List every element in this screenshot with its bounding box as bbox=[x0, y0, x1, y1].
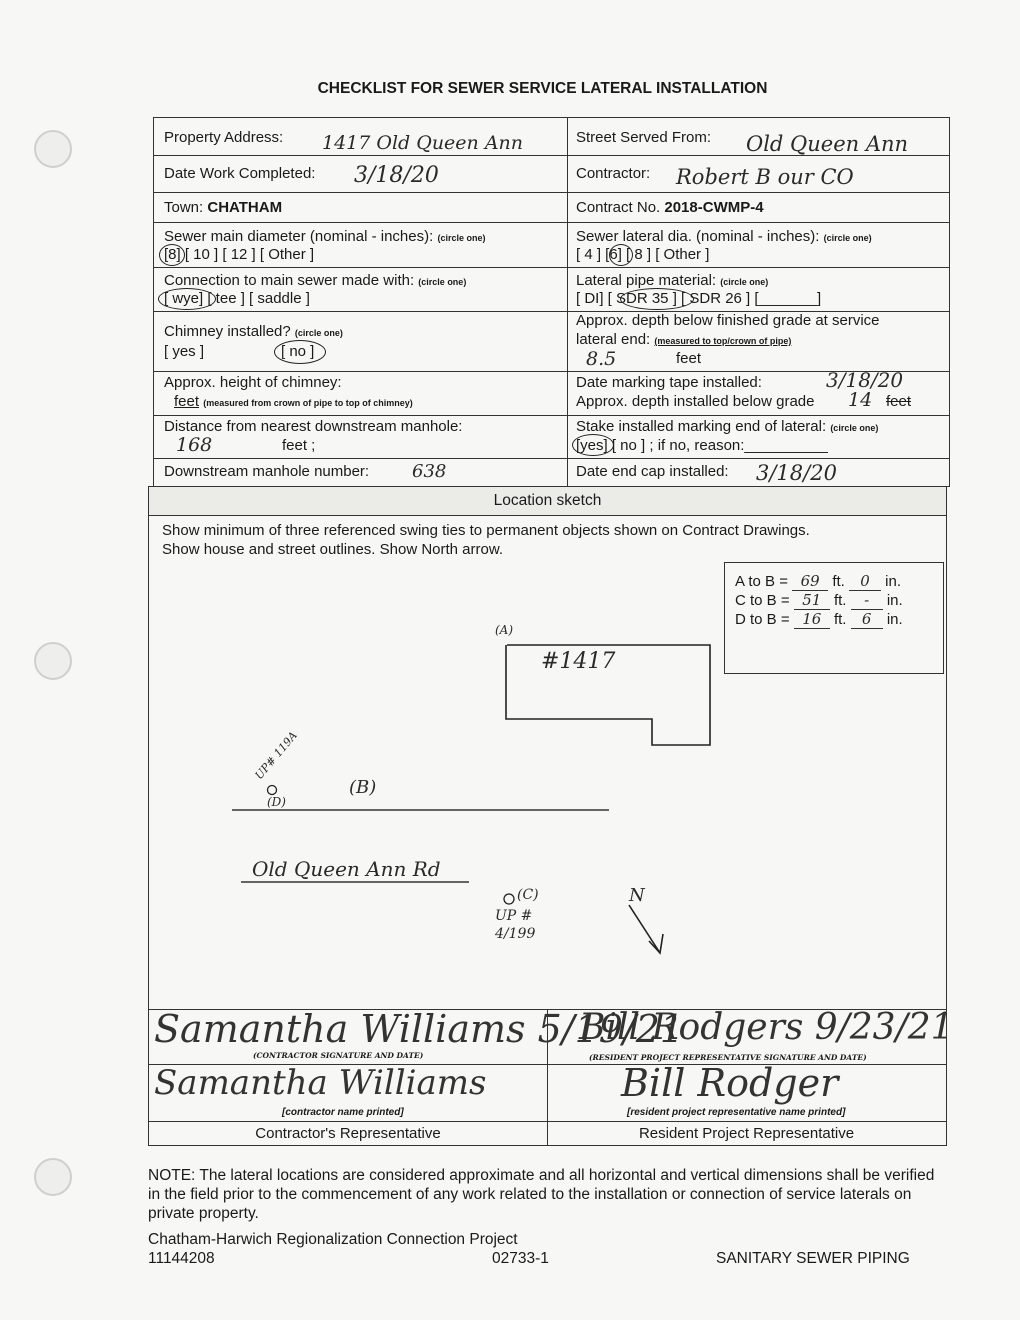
depth-feet: feet bbox=[676, 350, 702, 367]
manhole-distance-value[interactable]: 168 bbox=[176, 434, 213, 456]
depth-label-2: lateral end: bbox=[576, 331, 651, 348]
connection-label: Connection to main sewer made with: bbox=[164, 272, 415, 289]
footer-section: 02733-1 bbox=[492, 1250, 549, 1267]
property-address-value[interactable]: 1417 Old Queen Ann bbox=[322, 132, 524, 154]
tape-value[interactable]: 3/18/20 bbox=[826, 368, 904, 392]
contractor-signature-caption: (CONTRACTOR SIGNATURE AND DATE) bbox=[253, 1051, 424, 1060]
chimney-height-feet[interactable]: feet bbox=[174, 393, 200, 410]
point-d-label: (D) bbox=[267, 795, 286, 809]
sketch-heading: Location sketch bbox=[149, 487, 946, 516]
footer-number: 11144208 bbox=[148, 1250, 215, 1267]
circle-one-note: (circle one) bbox=[294, 328, 343, 338]
resident-signature-caption: (RESIDENT PROJECT REPRESENTATIVE SIGNATURE AND DATE) bbox=[589, 1053, 867, 1062]
lateral-material-field bbox=[576, 272, 768, 289]
ft-unit: ft. bbox=[832, 573, 845, 590]
utility-pole-c bbox=[504, 894, 514, 904]
location-sketch bbox=[148, 486, 954, 1146]
circle-mark bbox=[274, 340, 326, 364]
lateral-dia-label: Sewer lateral dia. (nominal - inches): bbox=[576, 228, 820, 245]
resident-signature[interactable]: Bill Rodgers 9/23/21 bbox=[579, 1007, 954, 1048]
in-unit: in. bbox=[886, 592, 903, 609]
stake-options[interactable]: [yes] [ no ] ; if no, reason:__________ bbox=[576, 437, 828, 454]
tie-a-label: A to B = bbox=[735, 573, 788, 590]
depth-label-1: Approx. depth below finished grade at service bbox=[576, 312, 880, 329]
circle-mark bbox=[159, 244, 185, 266]
end-cap-label: Date end cap installed: bbox=[576, 463, 729, 480]
resident-name[interactable]: Bill Rodger bbox=[621, 1061, 839, 1105]
circle-mark bbox=[158, 288, 216, 310]
circle-mark bbox=[609, 244, 633, 266]
resident-name-caption: [resident project representative name printed] bbox=[627, 1107, 846, 1118]
tape-depth-label: Approx. depth installed below grade bbox=[576, 393, 815, 410]
punch-hole bbox=[34, 642, 72, 680]
tape-field bbox=[576, 374, 762, 391]
chimney-no-option[interactable]: [ no ] bbox=[281, 343, 315, 360]
contract-field bbox=[576, 199, 764, 216]
chimney-height-note: (measured from crown of pipe to top of chimney) bbox=[203, 398, 413, 408]
in-unit: in. bbox=[885, 573, 902, 590]
connection-field bbox=[164, 272, 466, 289]
contractor-rep-label: Contractor's Representative bbox=[255, 1125, 441, 1142]
town-value: CHATHAM bbox=[207, 199, 283, 216]
tie-c-in[interactable]: - bbox=[851, 591, 883, 610]
property-address-label: Property Address: bbox=[164, 129, 284, 146]
tape-depth-value[interactable]: 14 bbox=[848, 389, 873, 411]
tie-d-in[interactable]: 6 bbox=[851, 610, 883, 629]
contractor-name-caption: [contractor name printed] bbox=[282, 1107, 404, 1118]
point-b-label: (B) bbox=[349, 777, 377, 798]
road-label: Old Queen Ann Rd bbox=[252, 857, 441, 881]
contract-label: Contract No. bbox=[576, 199, 661, 216]
date-completed-value[interactable]: 3/18/20 bbox=[354, 163, 439, 188]
tape-label: Date marking tape installed: bbox=[576, 374, 762, 391]
footer-project: Chatham-Harwich Regionalization Connection Project bbox=[148, 1231, 518, 1248]
tie-d-label: D to B = bbox=[735, 611, 790, 628]
note-text: NOTE: The lateral locations are considered approximate and all horizontal and vertical dimensions shall be verified in the field prior to the commencement of any work related to the installation or connection of service laterals on private property. bbox=[148, 1167, 935, 1222]
circle-one-note: (circle one) bbox=[823, 233, 872, 243]
stake-field bbox=[576, 418, 878, 435]
circle-one-note: (circle one) bbox=[437, 233, 486, 243]
manhole-distance-feet: feet ; bbox=[282, 437, 316, 454]
depth-note: (measured to top/crown of pipe) bbox=[654, 336, 792, 346]
in-unit: in. bbox=[886, 611, 903, 628]
manhole-number-value[interactable]: 638 bbox=[412, 461, 447, 482]
main-diameter-options[interactable]: [8] [ 10 ] [ 12 ] [ Other ] bbox=[164, 246, 315, 263]
tie-c-ft[interactable]: 51 bbox=[794, 591, 830, 610]
contractor-signature[interactable]: Samantha Williams 5/19/21 bbox=[154, 1007, 685, 1051]
tie-a-in[interactable]: 0 bbox=[849, 572, 881, 591]
connection-options[interactable]: [ wye] [ tee ] [ saddle ] bbox=[164, 290, 310, 307]
chimney-yes-option[interactable]: [ yes ] bbox=[164, 343, 205, 360]
resident-rep-label: Resident Project Representative bbox=[638, 1125, 855, 1142]
lateral-dia-options[interactable]: [ 4 ] [6] [ 8 ] [ Other ] bbox=[576, 246, 710, 263]
north-arrow-shaft bbox=[629, 905, 660, 953]
town-label: Town: bbox=[164, 199, 204, 216]
punch-hole bbox=[34, 130, 72, 168]
house-label: #1417 bbox=[541, 649, 616, 674]
circle-one-note: (circle one) bbox=[720, 277, 769, 287]
lateral-material-label: Lateral pipe material: bbox=[576, 272, 717, 289]
tie-d-ft[interactable]: 16 bbox=[794, 610, 830, 629]
chimney-label: Chimney installed? bbox=[164, 323, 291, 340]
tie-c-label: C to B = bbox=[735, 592, 790, 609]
circle-one-note: (circle one) bbox=[418, 277, 467, 287]
ft-unit: ft. bbox=[833, 611, 847, 628]
north-arrow-head bbox=[649, 934, 663, 953]
north-label: N bbox=[629, 885, 645, 906]
utility-pole-d bbox=[268, 786, 277, 795]
tie-a-ft[interactable]: 69 bbox=[792, 572, 828, 591]
sketch-instructions-2: Show house and street outlines. Show North arrow. bbox=[162, 541, 504, 558]
contract-value: 2018-CWMP-4 bbox=[664, 199, 764, 216]
punch-hole bbox=[34, 1158, 72, 1196]
lateral-material-options[interactable]: [ DI] [ SDR 35 ] [ SDR 26 ] [_______] bbox=[576, 290, 822, 307]
street-served-value[interactable]: Old Queen Ann bbox=[746, 132, 909, 156]
circle-mark bbox=[620, 288, 694, 310]
circle-mark bbox=[572, 434, 614, 456]
manhole-distance-label: Distance from nearest downstream manhole: bbox=[164, 418, 463, 435]
contractor-value[interactable]: Robert B our CO bbox=[676, 165, 854, 189]
end-cap-value[interactable]: 3/18/20 bbox=[756, 461, 837, 485]
up-d-label: UP# 119A bbox=[252, 728, 300, 783]
contractor-name[interactable]: Samantha Williams bbox=[154, 1063, 487, 1103]
manhole-number-label: Downstream manhole number: bbox=[164, 463, 370, 480]
depth-field bbox=[576, 331, 791, 348]
circle-one-note: (circle one) bbox=[830, 423, 879, 433]
page-title: CHECKLIST FOR SEWER SERVICE LATERAL INSTALLATION bbox=[317, 80, 768, 97]
point-c-label: (C) bbox=[517, 887, 539, 903]
sketch-instructions-1: Show minimum of three referenced swing ties to permanent objects shown on Contract Drawings. bbox=[162, 522, 810, 539]
street-served-label: Street Served From: bbox=[576, 129, 712, 146]
checklist-form bbox=[153, 117, 950, 487]
up-c-label: UP # 4/199 bbox=[495, 908, 536, 942]
stake-label: Stake installed marking end of lateral: bbox=[576, 418, 827, 435]
ft-unit: ft. bbox=[833, 592, 847, 609]
chimney-height-field bbox=[174, 393, 413, 410]
tape-depth-feet: feet bbox=[886, 393, 912, 410]
footer-section-title: SANITARY SEWER PIPING bbox=[716, 1250, 910, 1267]
town-field bbox=[164, 199, 282, 216]
main-diameter-label: Sewer main diameter (nominal - inches): bbox=[164, 228, 434, 245]
lateral-dia-field bbox=[576, 228, 872, 245]
contractor-label: Contractor: bbox=[576, 165, 651, 182]
point-a-label: (A) bbox=[495, 623, 514, 637]
main-diameter-field bbox=[164, 228, 485, 245]
chimney-height-label: Approx. height of chimney: bbox=[164, 374, 342, 391]
depth-value[interactable]: 8.5 bbox=[586, 348, 617, 370]
date-completed-label: Date Work Completed: bbox=[164, 165, 316, 182]
chimney-field bbox=[164, 323, 343, 340]
